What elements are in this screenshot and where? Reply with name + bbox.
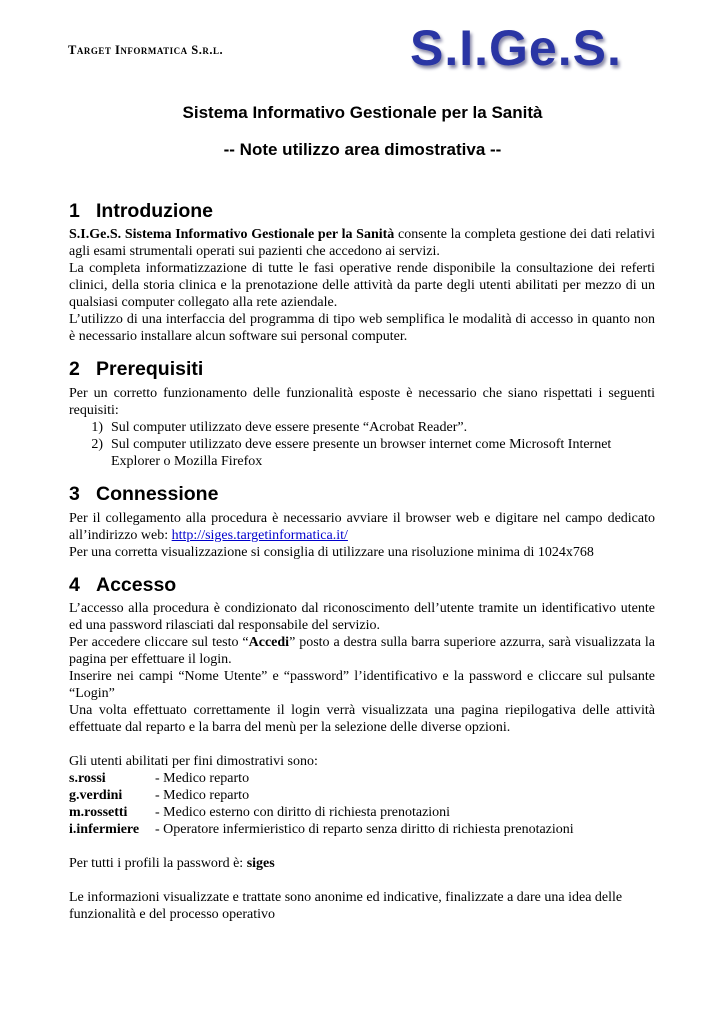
list-item [69, 436, 655, 470]
user-row [69, 770, 655, 787]
user-row [69, 804, 655, 821]
user-role: - Operatore infermieristico di reparto senza diritto di richiesta prenotazioni [155, 822, 574, 837]
username: s.rossi [69, 771, 106, 786]
paragraph: Per una corretta visualizzazione si consiglia di utilizzare una risoluzione minima di 1024x768 [69, 545, 594, 560]
paragraph [69, 634, 655, 668]
accedi-keyword: Accedi [248, 635, 290, 650]
section-3-body [69, 510, 655, 561]
user-role: - Medico reparto [155, 788, 250, 803]
username: i.infermiere [69, 822, 140, 837]
paragraph: Per un corretto funzionamento delle funzionalità esposte è necessario che siano rispettati i seguenti requisiti: [69, 386, 655, 418]
section-title: Introduzione [96, 200, 213, 222]
password-line [69, 855, 655, 872]
paragraph-text: Per tutti i profili la password è: [69, 856, 247, 871]
section-3-heading [69, 483, 218, 506]
user-role: - Medico reparto [155, 771, 250, 786]
list-text: Sul computer utilizzato deve essere presente un browser internet come Microsoft Internet Explorer o Mozilla Firefox [111, 437, 612, 469]
section-2-body [69, 385, 655, 470]
list-number: 1) [91, 420, 103, 435]
paragraph: Inserire nei campi “Nome Utente” e “password” l’identificativo e la password e cliccare sul pulsante “Login” [69, 669, 655, 701]
section-4-heading [69, 574, 176, 597]
paragraph-text: consente la completa gestione dei dati relativi agli esami strumentali operati sui pazienti che accedono ai servizi. [69, 227, 656, 259]
list-text: Sul computer utilizzato deve essere presente “Acrobat Reader”. [111, 420, 468, 435]
paragraph: L’accesso alla procedura è condizionato dal riconoscimento dell’utente tramite un identificativo utente ed una password rilasciati dal responsabile del servizio. [69, 601, 655, 633]
document-title: Sistema Informativo Gestionale per la Sanità [182, 103, 543, 122]
company-name: Target Informatica S.r.l. [68, 43, 224, 57]
closing-paragraph: Le informazioni visualizzate e trattate sono anonime ed indicative, finalizzate a dare una idea delle funzionalità e del processo operativo [69, 890, 623, 922]
product-name: S.I.Ge.S. Sistema Informativo Gestionale per la Sanità [69, 227, 395, 242]
section-4-body [69, 600, 655, 923]
document-subtitle: -- Note utilizzo area dimostrativa -- [223, 140, 502, 159]
paragraph: La completa informatizzazione di tutte le fasi operative rende disponibile la consultazione dei referti clinici, della storia clinica e la prenotazione delle attività da parte degli utenti abilitati per mezzo di un qualsiasi computer collegato alla rete aziendale. [69, 261, 655, 310]
paragraph: Una volta effettuato correttamente il login verrà visualizzata una pagina riepilogativa delle attività effettuate dal reparto e la barra del menù per la selezione delle diverse opzioni. [69, 703, 655, 735]
section-1-body [69, 226, 655, 345]
section-number: 1 [69, 200, 80, 222]
section-number: 4 [69, 574, 80, 596]
section-title: Connessione [96, 483, 219, 505]
password-value: siges [246, 856, 275, 871]
paragraph-text: ” posto a destra sulla barra superiore azzurra, sarà visualizzata la pagina per effettuare il login. [69, 635, 655, 667]
list-number: 2) [91, 437, 103, 452]
list-item [69, 419, 655, 436]
user-role: - Medico esterno con diritto di richiesta prenotazioni [155, 805, 451, 820]
user-row [69, 787, 655, 804]
section-2-heading [69, 358, 203, 381]
siges-url-link[interactable]: http://siges.targetinformatica.it/ [171, 528, 348, 543]
paragraph: L’utilizzo di una interfaccia del programma di tipo web semplifica le modalità di accesso in quanto non è necessario installare alcun software sui personal computer. [69, 312, 655, 344]
username: g.verdini [69, 788, 123, 803]
siges-logo: S.I.Ge.S. [410, 20, 622, 76]
paragraph [69, 510, 655, 544]
users-intro: Gli utenti abilitati per fini dimostrativi sono: [69, 754, 318, 769]
username: m.rossetti [69, 805, 128, 820]
section-1-heading [69, 200, 213, 223]
section-title: Accesso [96, 574, 177, 596]
section-number: 2 [69, 358, 80, 380]
section-title: Prerequisiti [96, 358, 204, 380]
user-row [69, 821, 655, 838]
paragraph-text: Per accedere cliccare sul testo “ [69, 635, 249, 650]
paragraph [69, 226, 655, 260]
section-number: 3 [69, 483, 80, 505]
paragraph-text: Per il collegamento alla procedura è necessario avviare il browser web e digitare nel campo dedicato all’indirizzo web: [69, 511, 655, 543]
